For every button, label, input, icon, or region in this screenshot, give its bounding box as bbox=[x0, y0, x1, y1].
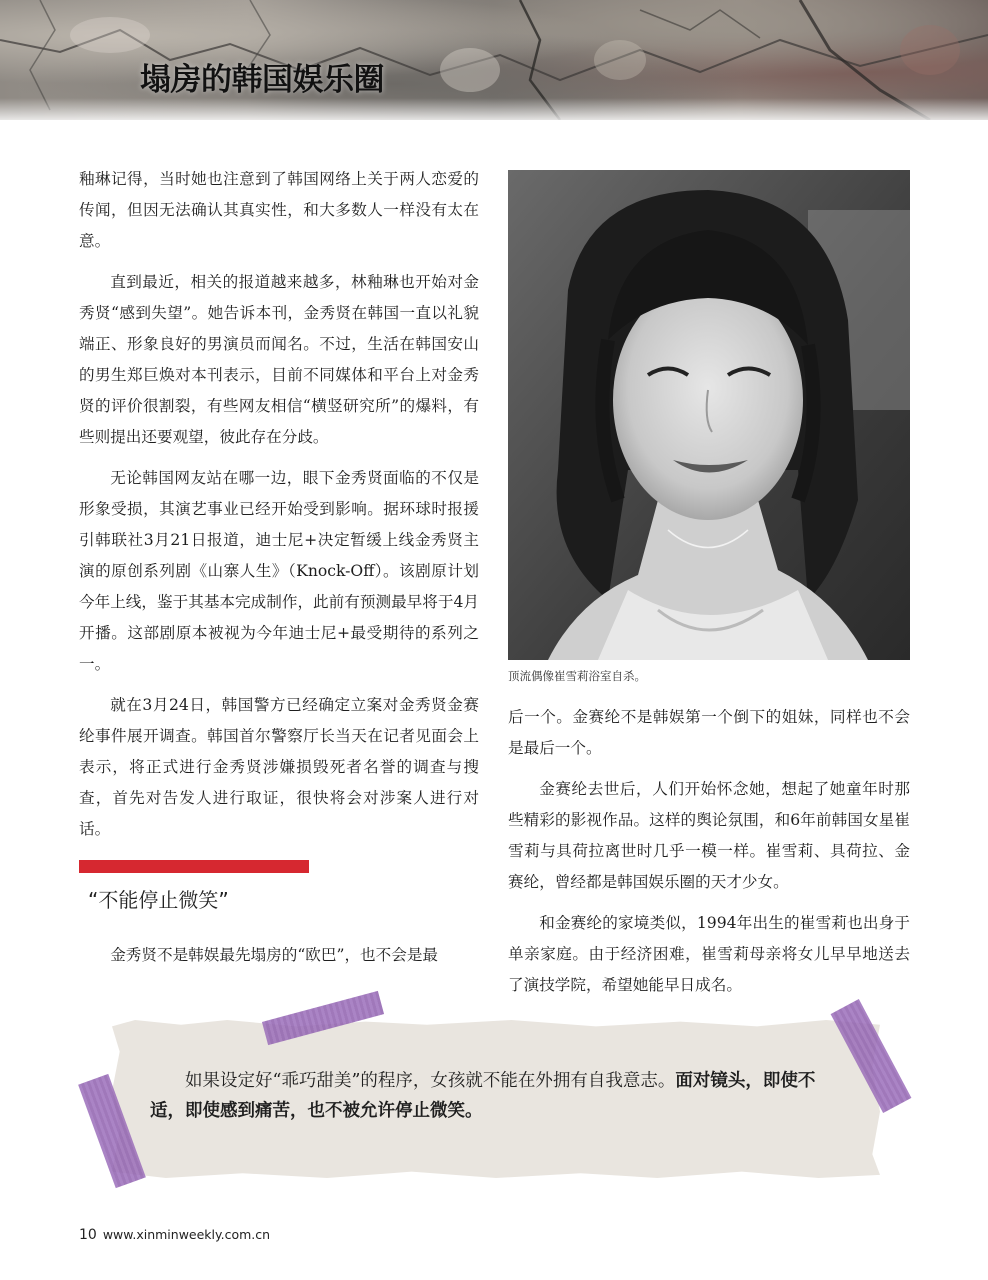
page-footer bbox=[79, 1227, 270, 1243]
article-paragraph: 金秀贤不是韩娱最先塌房的“欧巴”，也不会是最 bbox=[110, 946, 439, 964]
article-paragraph: 和金赛纶的家境类似，1994年出生的崔雪莉也出身于单亲家庭。由于经济困难，崔雪莉母亲将女儿早早地送去了演技学院，希望她能早日成名。 bbox=[508, 914, 910, 994]
section-header-title: 塌房的韩国娱乐圈 bbox=[140, 62, 384, 98]
photo-caption: 顶流偶像崔雪莉浴室自杀。 bbox=[508, 669, 646, 683]
website-url: www.xinminweekly.com.cn bbox=[102, 1227, 271, 1242]
portrait-photo bbox=[508, 170, 910, 660]
header-banner bbox=[0, 0, 988, 120]
page-number: 10 bbox=[79, 1227, 97, 1243]
article-paragraph: 无论韩国网友站在哪一边，眼下金秀贤面临的不仅是形象受损，其演艺事业已经开始受到影响。据环球时报援引韩联社3月21日报道，迪士尼+决定暂缓上线金秀贤主演的原创系列剧《山寨人生》（Knock-Off）。该剧原计划今年上线，鉴于其基本完成制作，此前有预测最早将于4月开播。这部剧原本被视为今年迪士尼+最受期待的系列之一。 bbox=[79, 469, 479, 673]
right-article-column bbox=[508, 702, 910, 1011]
article-paragraph: 后一个。金赛纶不是韩娱第一个倒下的姐妹，同样也不会是最后一个。 bbox=[508, 708, 910, 757]
left-article-column bbox=[79, 164, 479, 855]
section-accent-bar bbox=[79, 860, 309, 873]
header-fade bbox=[0, 98, 988, 120]
article-paragraph: 釉琳记得，当时她也注意到了韩国网络上关于两人恋爱的传闻，但因无法确认其真实性，和大多数人一样没有太在意。 bbox=[79, 170, 479, 250]
left-article-tail bbox=[79, 940, 479, 971]
pull-quote-bold-text: 面对镜头，即使不适，即使感到痛苦，也不被允许停止微笑。 bbox=[150, 1071, 816, 1121]
portrait-illustration bbox=[508, 170, 910, 660]
section-subtitle: “不能停止微笑” bbox=[88, 888, 229, 912]
article-paragraph: 金赛纶去世后，人们开始怀念她，想起了她童年时那些精彩的影视作品。这样的舆论氛围，和6年前韩国女星崔雪莉与具荷拉离世时几乎一模一样。崔雪莉、具荷拉、金赛纶，曾经都是韩国娱乐圈的天才少女。 bbox=[508, 780, 910, 891]
pull-quote-text: 如果设定好“乖巧甜美”的程序，女孩就不能在外拥有自我意志。 bbox=[185, 1071, 676, 1091]
pull-quote bbox=[150, 1066, 850, 1126]
article-paragraph: 直到最近，相关的报道越来越多，林釉琳也开始对金秀贤“感到失望”。她告诉本刊，金秀贤在韩国一直以礼貌端正、形象良好的男演员而闻名。不过，生活在韩国安山的男生郑巨焕对本刊表示，目前不同媒体和平台上对金秀贤的评价很割裂，有些网友相信“横竖研究所”的爆料，有些则提出还要观望，彼此存在分歧。 bbox=[79, 273, 479, 446]
article-paragraph: 就在3月24日，韩国警方已经确定立案对金秀贤金赛纶事件展开调查。韩国首尔警察厅长当天在记者见面会上表示，将正式进行金秀贤涉嫌损毁死者名誉的调查与搜查，首先对告发人进行取证，很快将会对涉案人进行对话。 bbox=[79, 696, 479, 838]
